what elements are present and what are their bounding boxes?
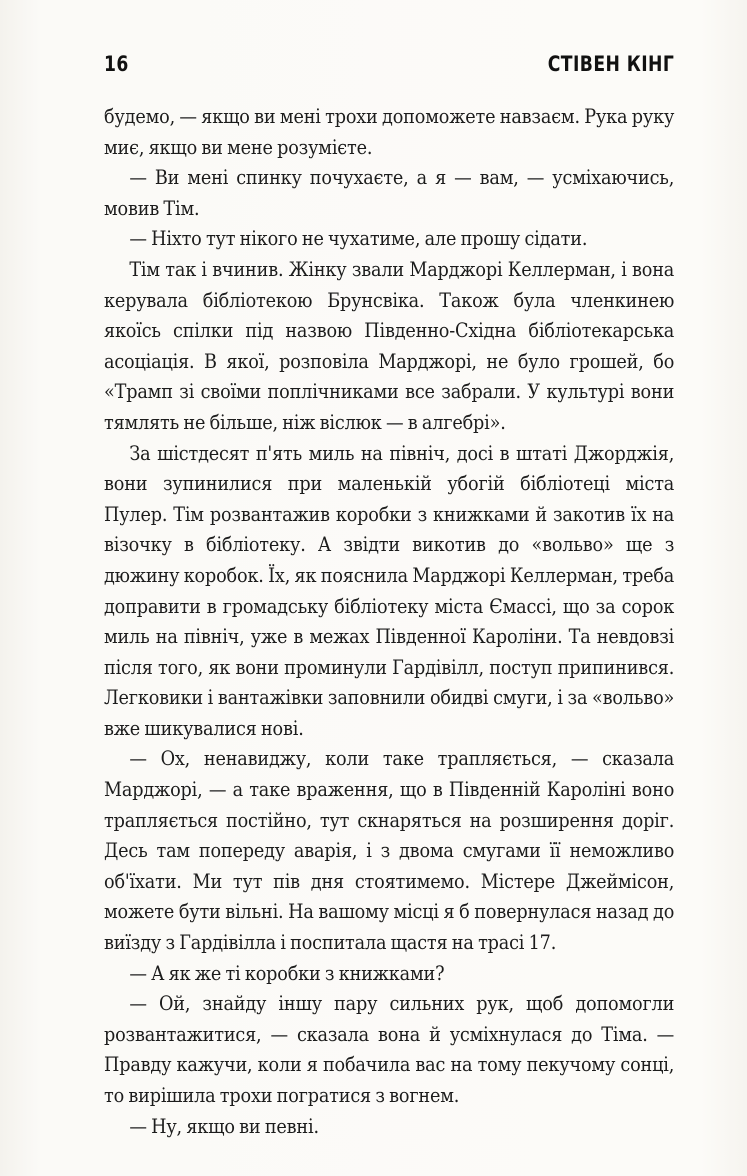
running-head-author: СТІВЕН КІНГ [547, 52, 674, 76]
paragraph-dialogue: — Ой, знайду іншу пару сильних рук, щоб допомогли розвантажитися, — сказала вона й усміхнулася до Тіма. — Правду кажучи, коли я побачила вас на тому пекучому сонці, то вирішила трохи погратися з вогнем. [104, 992, 675, 1107]
paragraph: Тім так і вчинив. Жінку звали Марджорі Келлерман, і вона керувала бібліотекою Брунсвіка. Також була членкинею якоїсь спілки під назвою Південно-Східна бібліотекарська асоціація. В якої, розповіла Марджорі, не було грошей, бо «Трамп зі своїми поплічниками все забрали. У культурі вони тямлять не більше, ніж віслюк — в алгебрі». [104, 257, 675, 434]
paragraph-continued: будемо, — якщо ви мені трохи допоможете навзаєм. Рука руку миє, якщо ви мене розумієте. [104, 105, 675, 159]
paragraph-dialogue: — А як же ті коробки з книжками? [129, 961, 445, 985]
page-header [104, 52, 674, 84]
paragraph-dialogue: — Ох, ненавиджу, коли таке трапляється, — сказала Марджорі, — а таке враження, що в Південній Кароліні воно трапляється постійно, тут скнаряться на розширення доріг. Десь там попереду аварія, і з двома смугами її неможливо об'їхати. Ми тут пів дня стоятимемо. Містере Джеймісон, можете бути вільні. На вашому місці я б повернулася назад до виїзду з Гардівілла і поспитала щастя на трасі 17. [104, 747, 675, 955]
paragraph-dialogue: — Ви мені спинку почухаєте, а я — вам, — усміхаючись, мовив Тім. [104, 166, 675, 220]
text-body [104, 102, 674, 1142]
page-number: 16 [104, 52, 129, 76]
paragraph: За шістдесят п'ять миль на північ, досі в штаті Джорджія, вони зупинилися при маленькій убогій бібліотеці міста Пулер. Тім розвантажив коробки з книжками й закотив їх на візочку в бібліотеку. А звідти викотив до «вольво» ще з дюжину коробок. Їх, як пояснила Марджорі Келлерман, треба доправити в громадську бібліотеку міста Ємассі, що за сорок миль на північ, уже в межах Південної Кароліни. Та невдовзі після того, як вони проминули Гардівілл, поступ припинився. Легковики і вантажівки заповнили обидві смуги, і за «вольво» вже шикувалися нові. [104, 441, 675, 740]
paragraph-dialogue: — Ніхто тут нікого не чухатиме, але прошу сідати. [129, 227, 588, 251]
paragraph-dialogue: — Ну, якщо ви певні. [129, 1114, 319, 1138]
